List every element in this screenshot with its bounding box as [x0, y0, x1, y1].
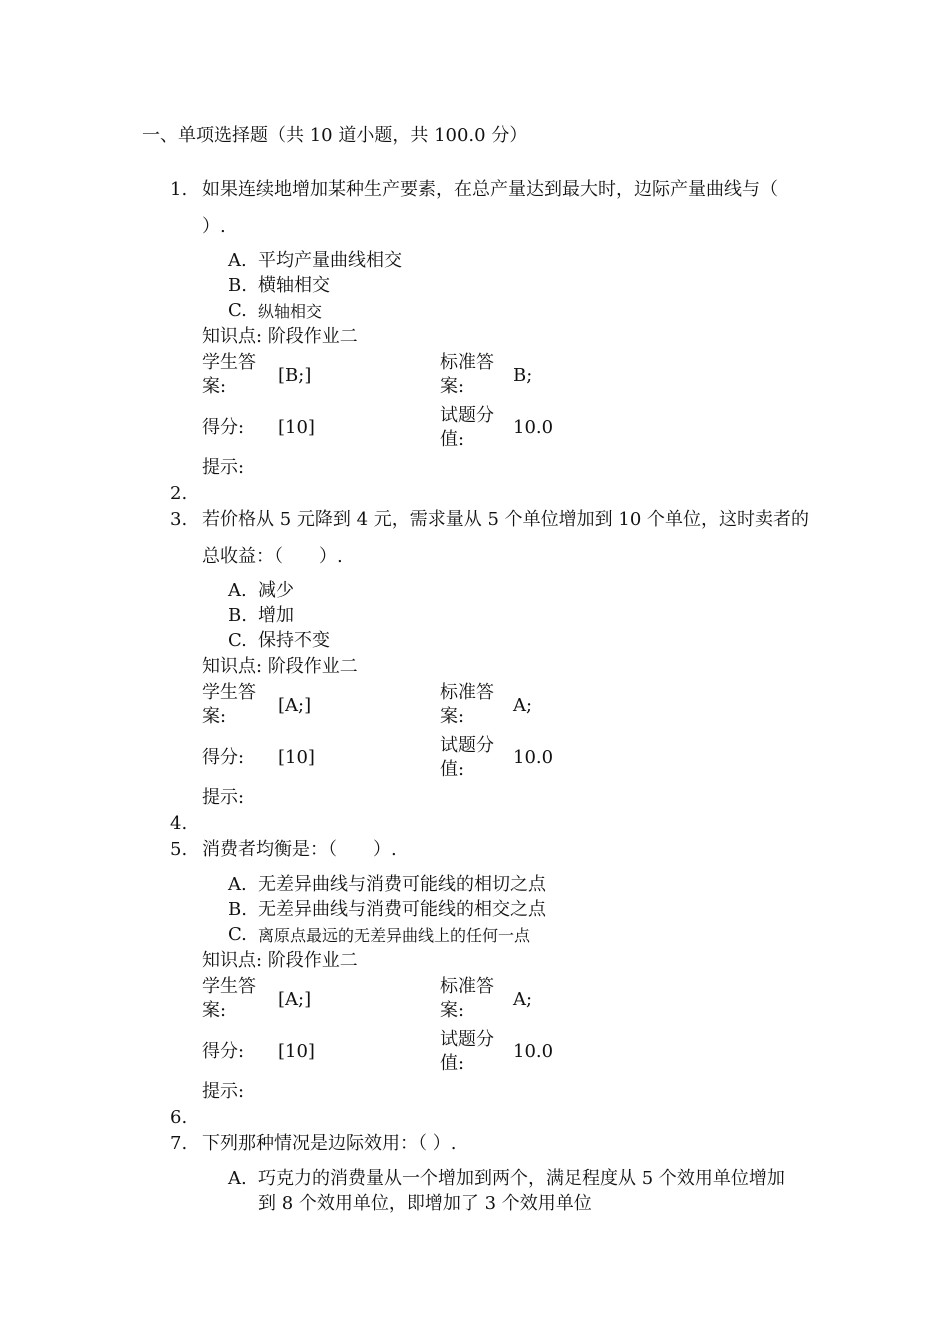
score-label: 得分:	[202, 1041, 245, 1062]
option-b-letter[interactable]: B.	[228, 275, 247, 296]
question-value: 10.0	[513, 1041, 554, 1062]
option-a-letter[interactable]: A.	[228, 1168, 247, 1189]
option-c-letter[interactable]: C.	[228, 300, 247, 321]
standard-answer-label: 标准答 案:	[440, 976, 494, 1021]
student-answer-label: 学生答 案:	[202, 352, 256, 397]
standard-answer: A;	[513, 695, 533, 716]
question-text-line1: 下列那种情况是边际效用：（ ）.	[202, 1133, 457, 1154]
option-a-letter[interactable]: A.	[228, 250, 247, 271]
student-answer: [A;]	[278, 989, 312, 1010]
question-number: 7.	[170, 1133, 188, 1154]
question-value-label: 试题分 值:	[440, 735, 494, 780]
option-b-text[interactable]: 增加	[258, 605, 294, 626]
hint-label: 提示:	[202, 457, 245, 478]
question-text-line2: 总收益：（ ）.	[202, 546, 343, 567]
score: [10]	[278, 747, 315, 768]
question-value: 10.0	[513, 417, 554, 438]
option-a-text[interactable]: 无差异曲线与消费可能线的相切之点	[258, 874, 546, 895]
empty-question-number: 2.	[170, 483, 188, 504]
standard-answer: A;	[513, 989, 533, 1010]
option-c-letter[interactable]: C.	[228, 630, 247, 651]
option-a-text[interactable]: 平均产量曲线相交	[258, 250, 402, 271]
hint-label: 提示:	[202, 787, 245, 808]
empty-question-number: 4.	[170, 813, 188, 834]
option-b-text[interactable]: 横轴相交	[258, 275, 330, 296]
question-number: 1.	[170, 179, 188, 200]
score-label: 得分:	[202, 747, 245, 768]
option-a-letter[interactable]: A.	[228, 580, 247, 601]
question-value-label: 试题分 值:	[440, 405, 494, 450]
option-c-text[interactable]: 保持不变	[258, 630, 330, 651]
option-a-text-line1[interactable]: 巧克力的消费量从一个增加到两个，满足程度从 5 个效用单位增加	[258, 1168, 785, 1189]
student-answer-label: 学生答 案:	[202, 976, 256, 1021]
score: [10]	[278, 1041, 315, 1062]
question-value-label: 试题分 值:	[440, 1029, 494, 1074]
question-value: 10.0	[513, 747, 554, 768]
option-a-text-line2[interactable]: 到 8 个效用单位，即增加了 3 个效用单位	[258, 1193, 592, 1214]
knowledge-point: 知识点: 阶段作业二	[202, 656, 358, 677]
question-number: 3.	[170, 509, 188, 530]
knowledge-point: 知识点: 阶段作业二	[202, 950, 358, 971]
standard-answer-label: 标准答 案:	[440, 352, 494, 397]
student-answer-label: 学生答 案:	[202, 682, 256, 727]
question-text-line2: ）.	[202, 216, 226, 237]
standard-answer-label: 标准答 案:	[440, 682, 494, 727]
option-a-text[interactable]: 减少	[258, 580, 294, 601]
question-text-line1: 若价格从 5 元降到 4 元，需求量从 5 个单位增加到 10 个单位，这时卖者的	[202, 509, 810, 530]
option-b-letter[interactable]: B.	[228, 899, 247, 920]
option-c-letter[interactable]: C.	[228, 924, 247, 945]
option-b-letter[interactable]: B.	[228, 605, 247, 626]
student-answer: [A;]	[278, 695, 312, 716]
score-label: 得分:	[202, 417, 245, 438]
option-c-text[interactable]: 离原点最远的无差异曲线上的任何一点	[258, 926, 531, 945]
question-number: 5.	[170, 839, 188, 860]
question-text-line1: 消费者均衡是：（ ）.	[202, 839, 397, 860]
hint-label: 提示:	[202, 1081, 245, 1102]
option-b-text[interactable]: 无差异曲线与消费可能线的相交之点	[258, 899, 546, 920]
section-title: 一、单项选择题（共 10 道小题，共 100.0 分）	[142, 125, 528, 146]
option-a-letter[interactable]: A.	[228, 874, 247, 895]
option-c-text[interactable]: 纵轴相交	[258, 302, 323, 321]
score: [10]	[278, 417, 315, 438]
empty-question-number: 6.	[170, 1107, 188, 1128]
student-answer: [B;]	[278, 365, 312, 386]
knowledge-point: 知识点: 阶段作业二	[202, 326, 358, 347]
standard-answer: B;	[513, 365, 533, 386]
question-text-line1: 如果连续地增加某种生产要素，在总产量达到最大时，边际产量曲线与（	[202, 179, 778, 200]
